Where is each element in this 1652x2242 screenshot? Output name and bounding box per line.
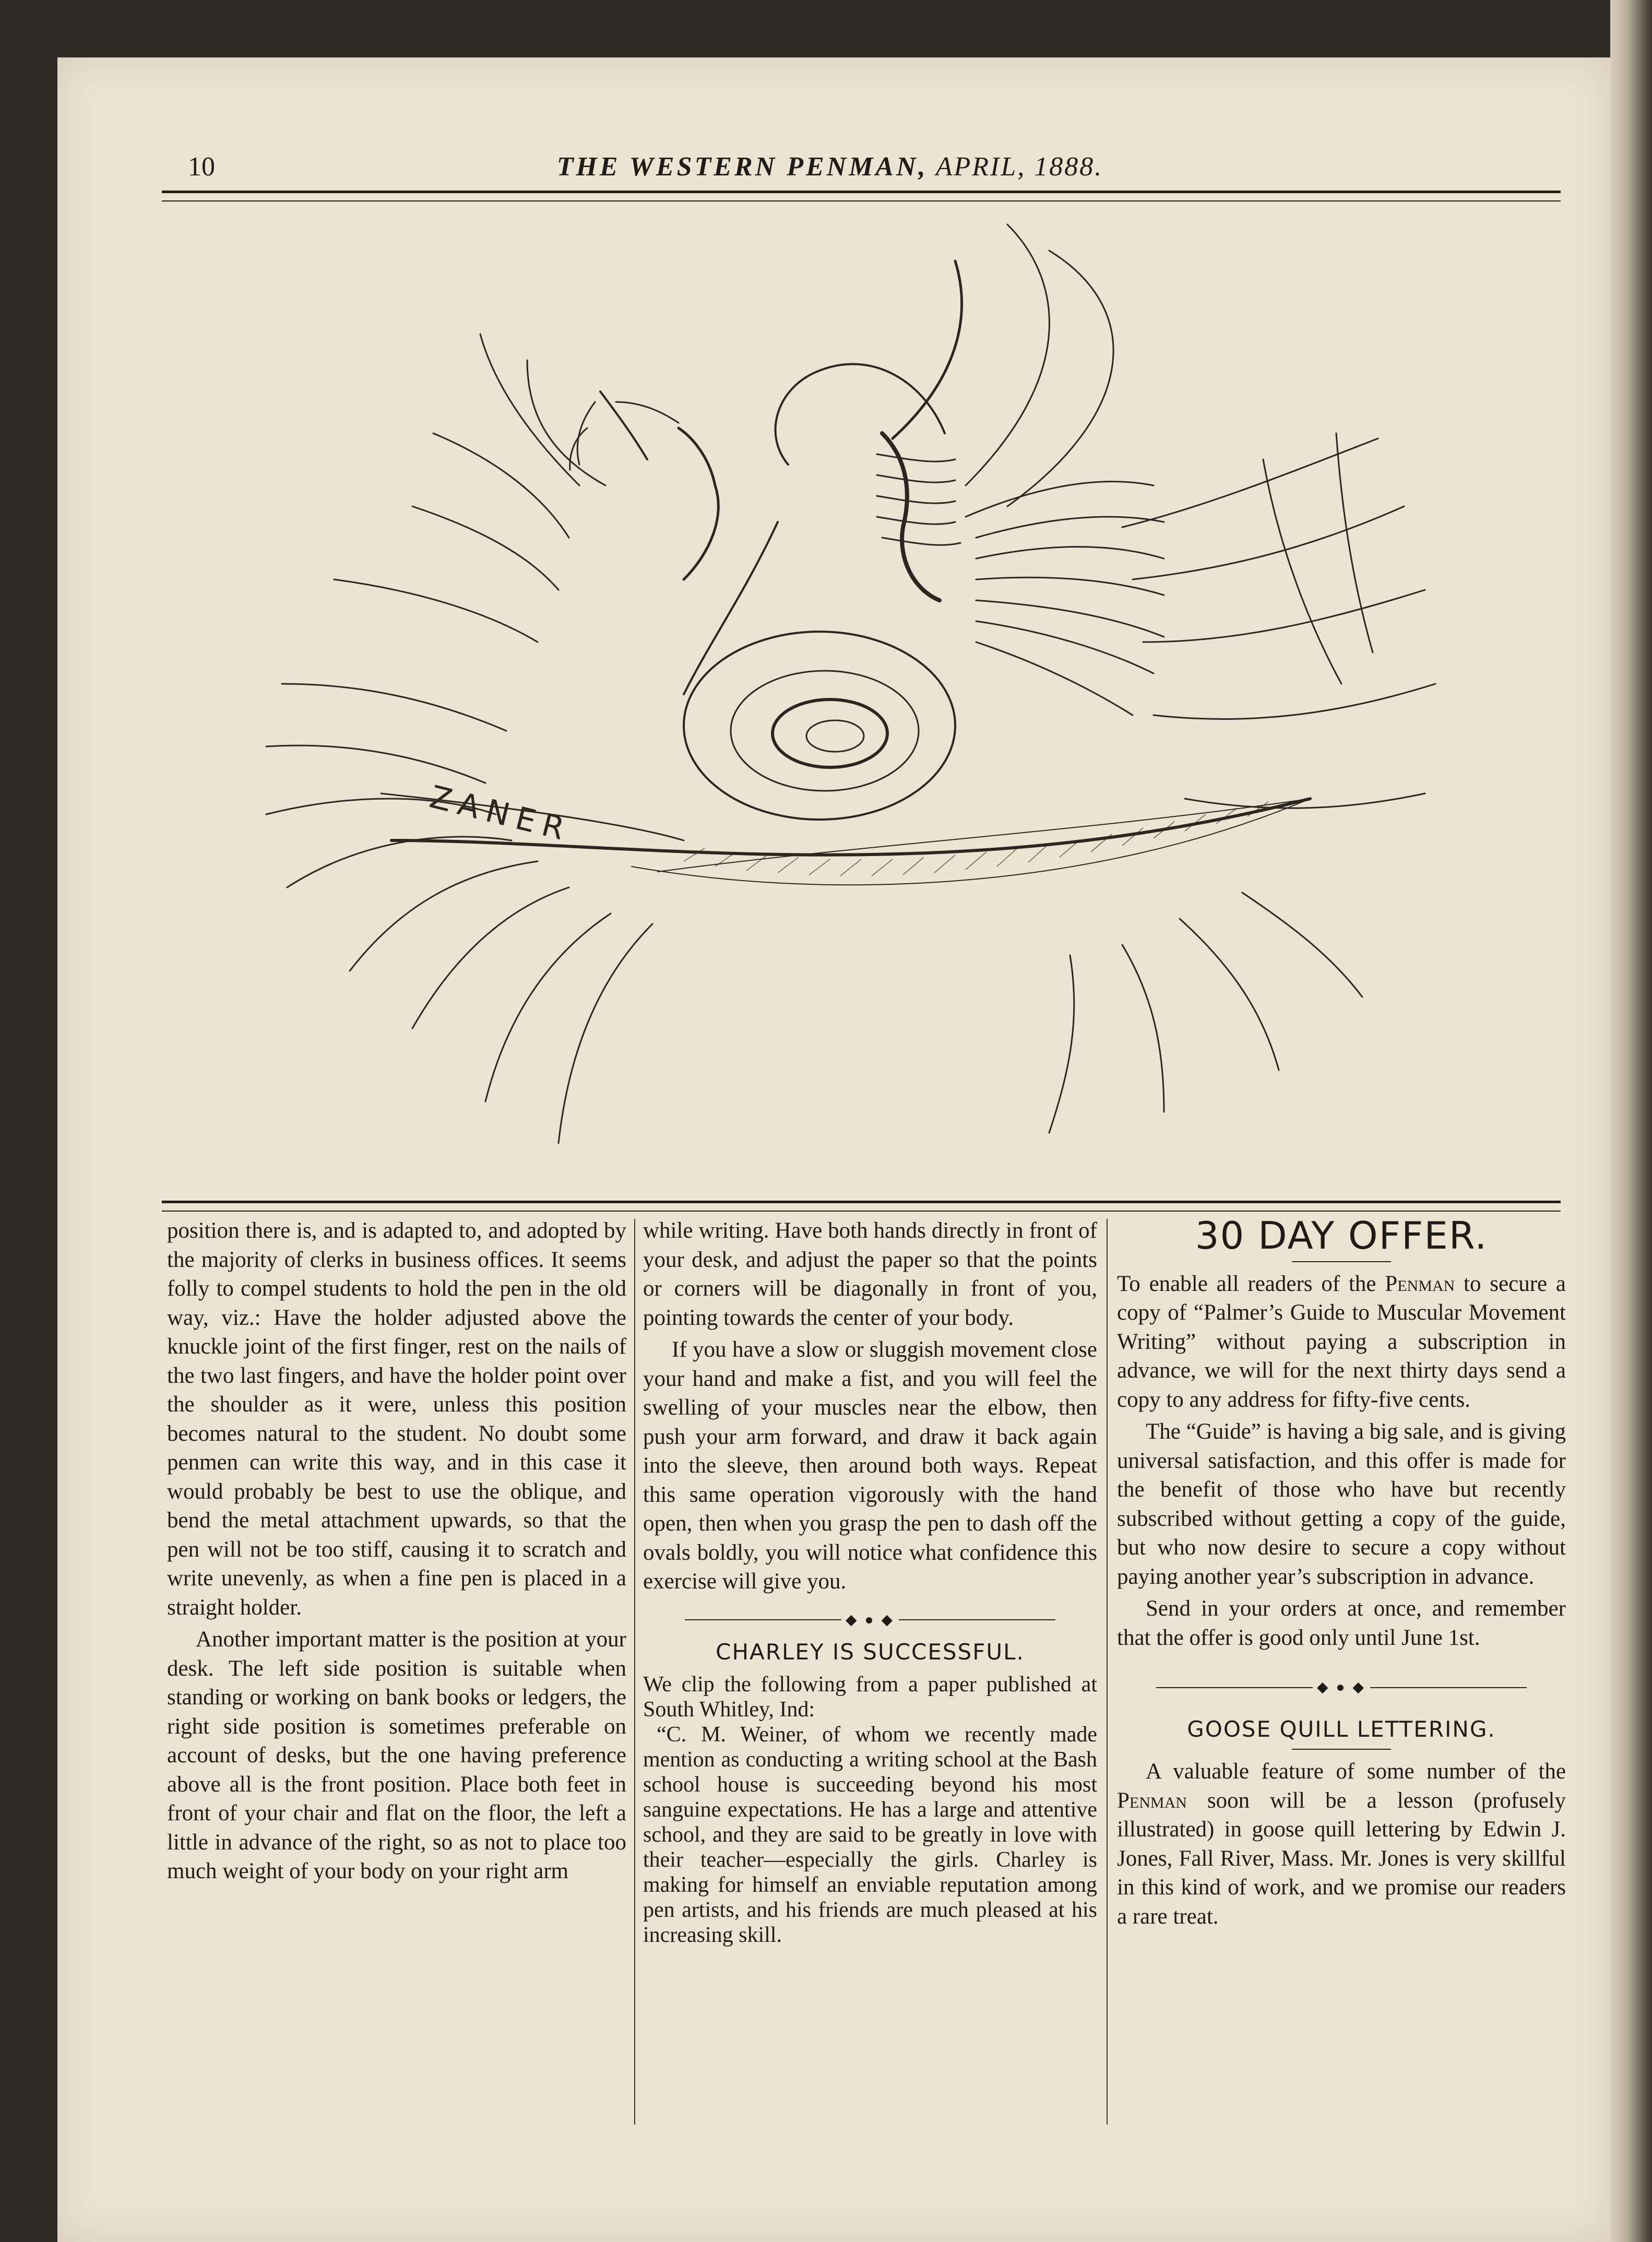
goose-penman: Penman — [1117, 1788, 1187, 1813]
column-1 — [167, 1216, 626, 2125]
offer-p1-text-a: To enable all readers of the — [1117, 1271, 1385, 1296]
header-rule — [162, 191, 1561, 201]
column-2 — [643, 1216, 1097, 2125]
page-edge — [1610, 0, 1652, 2242]
column-3 — [1117, 1216, 1566, 2125]
offer-paragraph-2: The “Guide” is having a big sale, and is giving universal satisfaction, and this offer is made for the benefit of those who have but recently subscribed without getting a copy of the guide, but who now desire to secure a copy without paying another year’s subscription in advance. — [1117, 1419, 1566, 1589]
ornament-line-left — [1156, 1687, 1313, 1688]
journal-title: THE WESTERN PENMAN, — [556, 152, 928, 182]
col1-paragraph-1: position there is, and is adapted to, and adopted by the majority of clerks in business offices. It seems folly to compel students to hold the pen in the old way, viz.: Have the holder adjusted above the knuckle joint of the first finger, rest on the nails of the two last fingers, and have the holder point over the shoulder as it were, unless this position becomes natural to the student. No doubt some penmen can write this way, and in this case it would probably be best to use the oblique, and bend the metal attachment upwards, so that the pen will not be too stiff, causing it to scratch and write unevenly, as when a fine pen is placed in a straight holder. — [167, 1218, 626, 1620]
offer-rule — [1292, 1261, 1391, 1262]
ornament-divider-2 — [1117, 1673, 1566, 1702]
journal-title-line — [125, 151, 1535, 182]
running-head — [125, 151, 1535, 183]
offer-paragraph-1 — [1117, 1270, 1566, 1415]
issue-date: APRIL, 1888. — [935, 152, 1103, 182]
flourished-bird-illustration — [162, 214, 1561, 1195]
mid-rule — [162, 1201, 1561, 1212]
col2-paragraph-1: while writing. Have both hands directly in front of your desk, and adjust the paper so that the points or corners will be diagonally in front of you, pointing towards the center of your body. — [643, 1218, 1097, 1330]
ornament-line-left — [685, 1619, 841, 1620]
offer-paragraph-3: Send in your orders at once, and remember that the offer is good only until June 1st. — [1117, 1596, 1566, 1650]
goose-paragraph — [1117, 1757, 1566, 1931]
goose-text-a: A valuable feature of some number of the — [1146, 1759, 1566, 1784]
goose-headline: GOOSE QUILL LETTERING. — [1187, 1716, 1496, 1742]
ornament-line-right — [899, 1619, 1055, 1620]
goose-text-b: soon will be a lesson (profusely illustrated) in goose quill lettering by Edwin J. Jones, Fall River, Mass. Mr. Jones is very skillful in this kind of work, and we promise our readers a rare treat. — [1117, 1788, 1566, 1929]
ornament-glyphs: ◆ ● ◆ — [1317, 1679, 1366, 1695]
offer-headline: 30 DAY OFFER. — [1195, 1214, 1488, 1258]
ornament-divider — [643, 1606, 1097, 1635]
ornament-glyphs: ◆ ● ◆ — [846, 1611, 895, 1628]
page-number: 10 — [188, 152, 215, 182]
charley-article — [643, 1672, 1097, 1948]
charley-headline: CHARLEY IS SUCCESSFUL. — [716, 1639, 1025, 1665]
col2-paragraph-2: If you have a slow or sluggish movement close your hand and make a fist, and you will feel the swelling of your muscles near the elbow, then push your arm forward, and draw it back again into the sleeve, then around both ways. Repeat this same operation vigorously with the hand open, then when you grasp the pen to dash off the ovals boldly, you will notice what confidence this exercise will give you. — [643, 1337, 1097, 1594]
charley-paragraph-2: “C. M. Weiner, of whom we recently made mention as conducting a writing school at the Bash school house is succeeding beyond his most sanguine expectations. He has a large and attentive school, and they are said to be greatly in love with their teacher—especially the girls. Charley is making for himself an enviable reputation among pen artists, and his friends are much pleased at his increasing skill. — [643, 1722, 1097, 1947]
offer-p1-penman: Penman — [1385, 1271, 1455, 1296]
zaner-signature: ZANER — [426, 778, 575, 849]
goose-rule — [1292, 1749, 1391, 1750]
column-divider-1 — [634, 1219, 635, 2125]
column-divider-2 — [1107, 1219, 1108, 2125]
col1-paragraph-2: Another important matter is the position at your desk. The left side position is suitable when standing or working on bank books or ledgers, the right side position is sometimes preferable on account of desks, but the one having preference above all is the front position. Place both feet in front of your chair and flat on the floor, the left a little in advance of the right, so as not to place too much weight of your body on your right arm — [167, 1627, 626, 1883]
ornament-line-right — [1370, 1687, 1527, 1688]
charley-paragraph-1: We clip the following from a paper published at South Whitley, Ind: — [643, 1672, 1097, 1722]
offer-p1-text-b: to secure a copy of “Palmer’s Guide to Muscular Movement Writing” without paying a subscription in advance, we will for the next thirty days send a copy to any address for fifty-five cents. — [1117, 1271, 1566, 1412]
